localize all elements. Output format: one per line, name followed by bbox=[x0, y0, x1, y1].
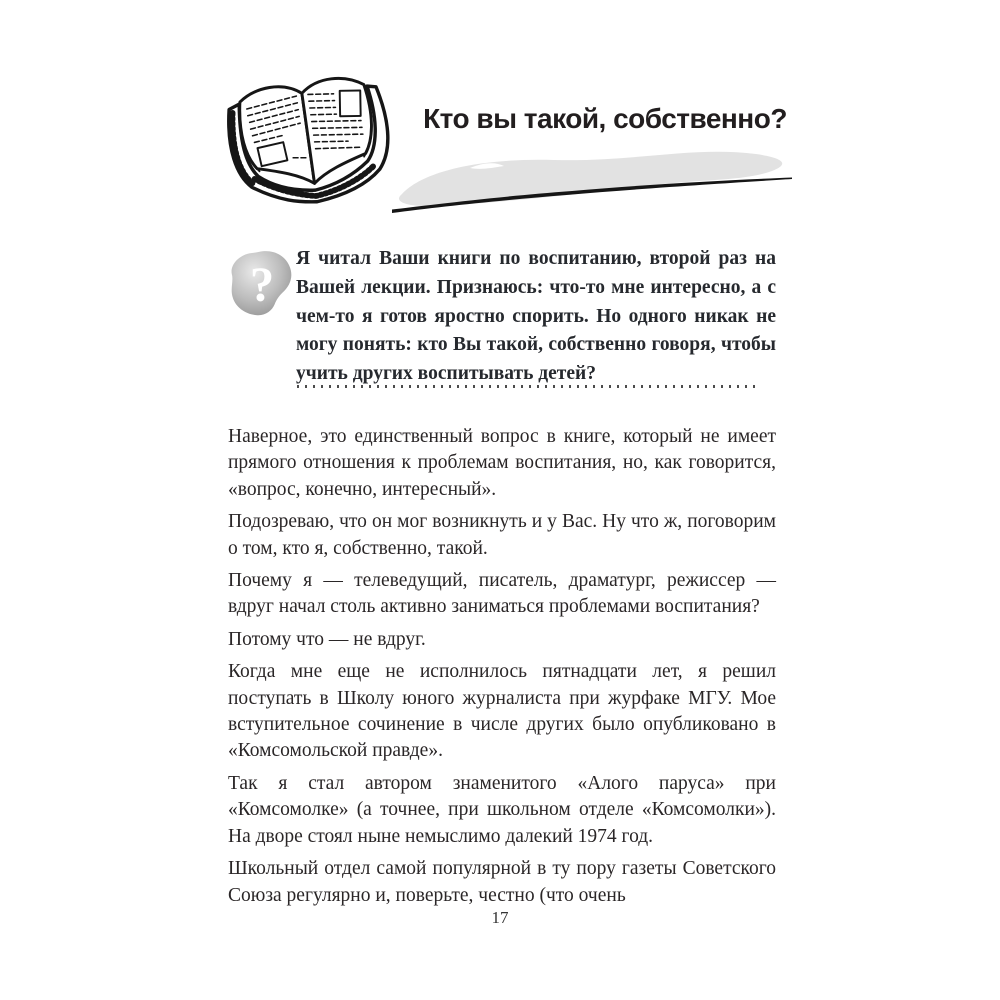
paragraph: Потому что — не вдруг. bbox=[228, 628, 426, 650]
dotted-separator bbox=[297, 385, 760, 388]
reader-question-text: Я читал Ваши книги по воспитанию, второй раз на Вашей лекции. Признаюсь: что-то мне интересно, а с чем-то я готов яростно спорить. Но одного никак не могу понять: кто Вы такой, собственно говоря, чтобы учить других воспитывать детей? bbox=[296, 248, 776, 385]
chapter-title: Кто вы такой, собственно? bbox=[423, 103, 787, 134]
brush-stroke-decoration bbox=[392, 136, 792, 216]
svg-text:?: ? bbox=[249, 257, 275, 312]
paragraph: Школьный отдел самой популярной в ту пору газеты Советского Союза регулярно и, поверьте, честно (что очень bbox=[228, 858, 776, 906]
page-number: 17 bbox=[491, 908, 509, 927]
open-book-icon bbox=[220, 52, 396, 212]
paragraph: Так я стал автором знаменитого «Алого паруса» при «Комсомолке» (а точнее, при школьном отделе «Комсомолки»). На дворе стоял ныне немыслимо далекий 1974 год. bbox=[228, 772, 776, 847]
question-mark-icon bbox=[226, 249, 296, 319]
paragraph: Подозреваю, что он мог возникнуть и у Вас. Ну что ж, поговорим о том, кто я, собственно, такой. bbox=[228, 511, 776, 559]
paragraph: Наверное, это единственный вопрос в книге, который не имеет прямого отношения к проблемам воспитания, но, как говорится, «вопрос, конечно, интересный». bbox=[228, 426, 776, 500]
paragraph: Когда мне еще не исполнилось пятнадцати лет, я решил поступать в Школу юного журналиста при журфаке МГУ. Мое вступительное сочинение в числе других было опубликовано в «Комсомольской правде». bbox=[228, 661, 776, 762]
body-text bbox=[228, 424, 776, 915]
paragraph: Почему я — телеведущий, писатель, драматург, режиссер — вдруг начал столь активно заниматься проблемами воспитания? bbox=[228, 570, 776, 618]
